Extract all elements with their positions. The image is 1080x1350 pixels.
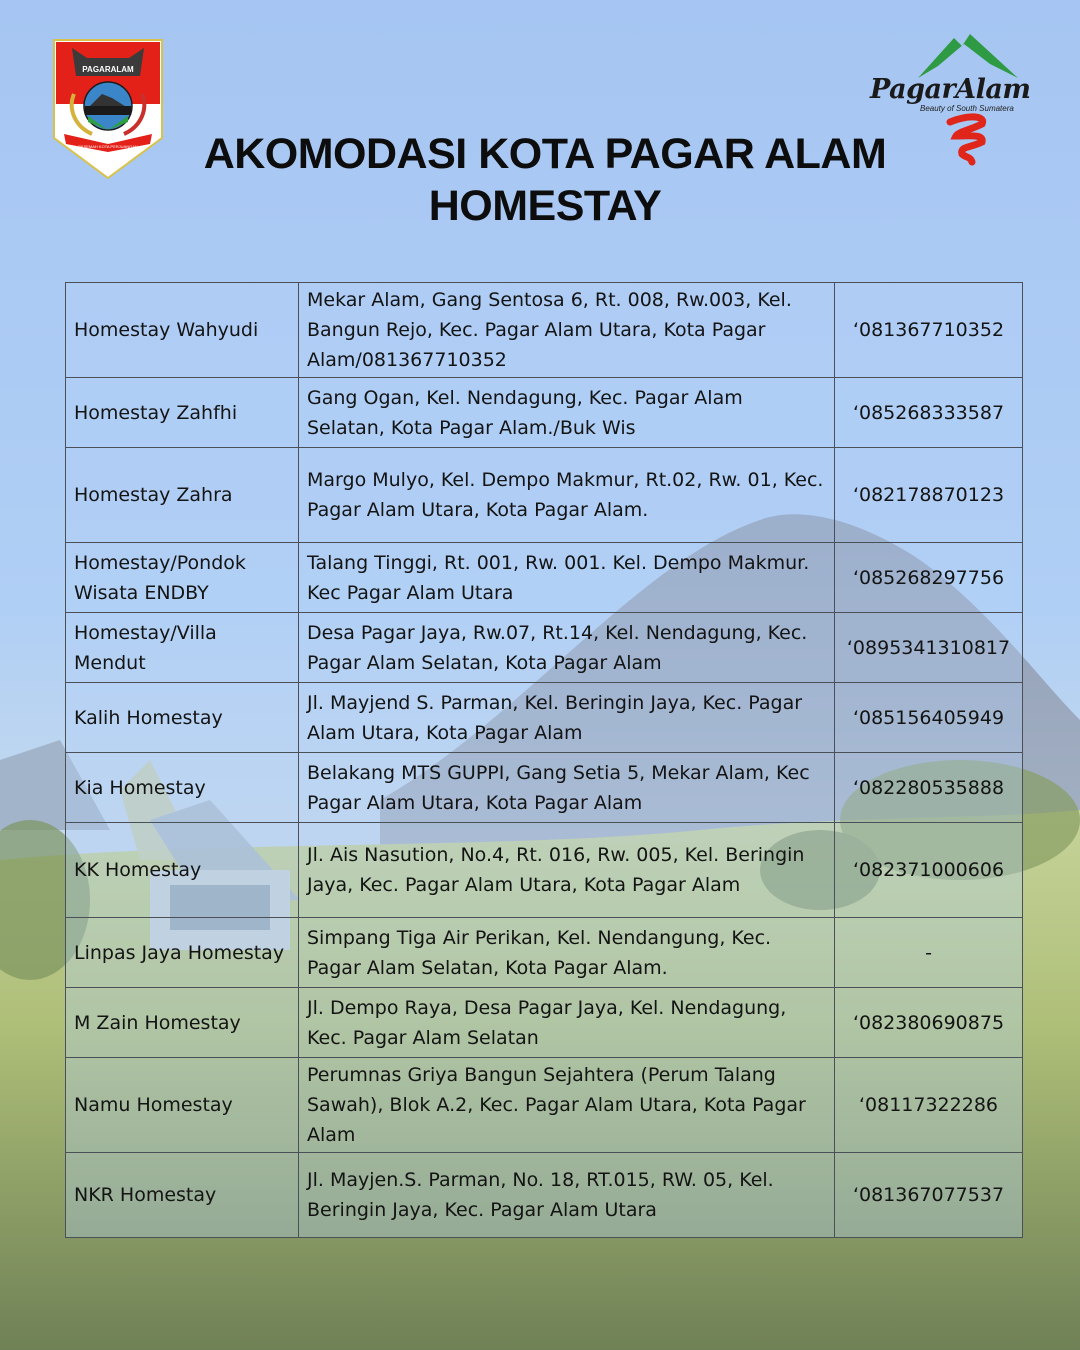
homestay-name: Homestay/Villa Mendut bbox=[66, 613, 299, 683]
homestay-name: Linpas Jaya Homestay bbox=[66, 918, 299, 988]
homestay-name: Kia Homestay bbox=[66, 753, 299, 823]
homestay-phone: ‘081367710352 bbox=[835, 283, 1023, 378]
title-line-2: HOMESTAY bbox=[428, 182, 662, 230]
table-row bbox=[66, 823, 1023, 918]
homestay-phone: ‘085268333587 bbox=[835, 378, 1023, 448]
table-row bbox=[66, 683, 1023, 753]
homestay-name: M Zain Homestay bbox=[66, 988, 299, 1058]
homestay-address: Perumnas Griya Bangun Sejahtera (Perum Talang Sawah), Blok A.2, Kec. Pagar Alam Utara, Kota Pagar Alam bbox=[299, 1058, 835, 1153]
homestay-phone: ‘082178870123 bbox=[835, 448, 1023, 543]
table-row bbox=[66, 918, 1023, 988]
homestay-name: NKR Homestay bbox=[66, 1153, 299, 1238]
table-row bbox=[66, 988, 1023, 1058]
homestay-address: Desa Pagar Jaya, Rw.07, Rt.14, Kel. Nendagung, Kec. Pagar Alam Selatan, Kota Pagar Alam bbox=[299, 613, 835, 683]
homestay-phone: ‘085156405949 bbox=[835, 683, 1023, 753]
homestay-address: Simpang Tiga Air Perikan, Kel. Nendangung, Kec. Pagar Alam Selatan, Kota Pagar Alam. bbox=[299, 918, 835, 988]
homestay-name: Homestay Zahfhi bbox=[66, 378, 299, 448]
homestay-name: Homestay Zahra bbox=[66, 448, 299, 543]
homestay-name: Homestay Wahyudi bbox=[66, 283, 299, 378]
homestay-phone: ‘082380690875 bbox=[835, 988, 1023, 1058]
homestay-address: Talang Tinggi, Rt. 001, Rw. 001. Kel. Dempo Makmur. Kec Pagar Alam Utara bbox=[299, 543, 835, 613]
table-row bbox=[66, 448, 1023, 543]
table-row bbox=[66, 613, 1023, 683]
homestay-address: Jl. Mayjend S. Parman, Kel. Beringin Jaya, Kec. Pagar Alam Utara, Kota Pagar Alam bbox=[299, 683, 835, 753]
homestay-address: Gang Ogan, Kel. Nendagung, Kec. Pagar Alam Selatan, Kota Pagar Alam./Buk Wis bbox=[299, 378, 835, 448]
table-row bbox=[66, 378, 1023, 448]
homestay-phone: ‘081367077537 bbox=[835, 1153, 1023, 1238]
homestay-address: Mekar Alam, Gang Sentosa 6, Rt. 008, Rw.003, Kel. Bangun Rejo, Kec. Pagar Alam Utara, Kota Pagar Alam/081367710352 bbox=[299, 283, 835, 378]
homestay-table bbox=[65, 282, 1023, 1238]
homestay-name: Kalih Homestay bbox=[66, 683, 299, 753]
homestay-address: Jl. Dempo Raya, Desa Pagar Jaya, Kel. Nendagung, Kec. Pagar Alam Selatan bbox=[299, 988, 835, 1058]
brand-tagline: Beauty of South Sumatera bbox=[920, 104, 1014, 113]
brand-name: PagarAlam bbox=[870, 74, 1031, 105]
homestay-address: Belakang MTS GUPPI, Gang Setia 5, Mekar Alam, Kec Pagar Alam Utara, Kota Pagar Alam bbox=[299, 753, 835, 823]
homestay-phone: ‘0895341310817 bbox=[835, 613, 1023, 683]
page-title bbox=[130, 128, 960, 232]
mountain-logo-icon bbox=[918, 34, 1018, 78]
homestay-address: Jl. Mayjen.S. Parman, No. 18, RT.015, RW. 05, Kel. Beringin Jaya, Kec. Pagar Alam Utara bbox=[299, 1153, 835, 1238]
homestay-phone: ‘085268297756 bbox=[835, 543, 1023, 613]
homestay-phone: ‘08117322286 bbox=[835, 1058, 1023, 1153]
homestay-phone: - bbox=[835, 918, 1023, 988]
table-row bbox=[66, 1058, 1023, 1153]
homestay-address: Jl. Ais Nasution, No.4, Rt. 016, Rw. 005, Kel. Beringin Jaya, Kec. Pagar Alam Utara, Kota Pagar Alam bbox=[299, 823, 835, 918]
title-line-1: AKOMODASI KOTA PAGAR ALAM bbox=[203, 130, 887, 178]
homestay-phone: ‘082371000606 bbox=[835, 823, 1023, 918]
table-row bbox=[66, 283, 1023, 378]
homestay-name: Namu Homestay bbox=[66, 1058, 299, 1153]
homestay-name: KK Homestay bbox=[66, 823, 299, 918]
homestay-phone: ‘082280535888 bbox=[835, 753, 1023, 823]
table-row bbox=[66, 753, 1023, 823]
table-row bbox=[66, 543, 1023, 613]
homestay-address: Margo Mulyo, Kel. Dempo Makmur, Rt.02, Rw. 01, Kec. Pagar Alam Utara, Kota Pagar Alam. bbox=[299, 448, 835, 543]
table-row bbox=[66, 1153, 1023, 1238]
homestay-name: Homestay/Pondok Wisata ENDBY bbox=[66, 543, 299, 613]
emblem-ribbon-text: BESEMAH KOTA PERJUANGAN bbox=[78, 144, 138, 149]
emblem-text: PAGARALAM bbox=[82, 65, 134, 74]
